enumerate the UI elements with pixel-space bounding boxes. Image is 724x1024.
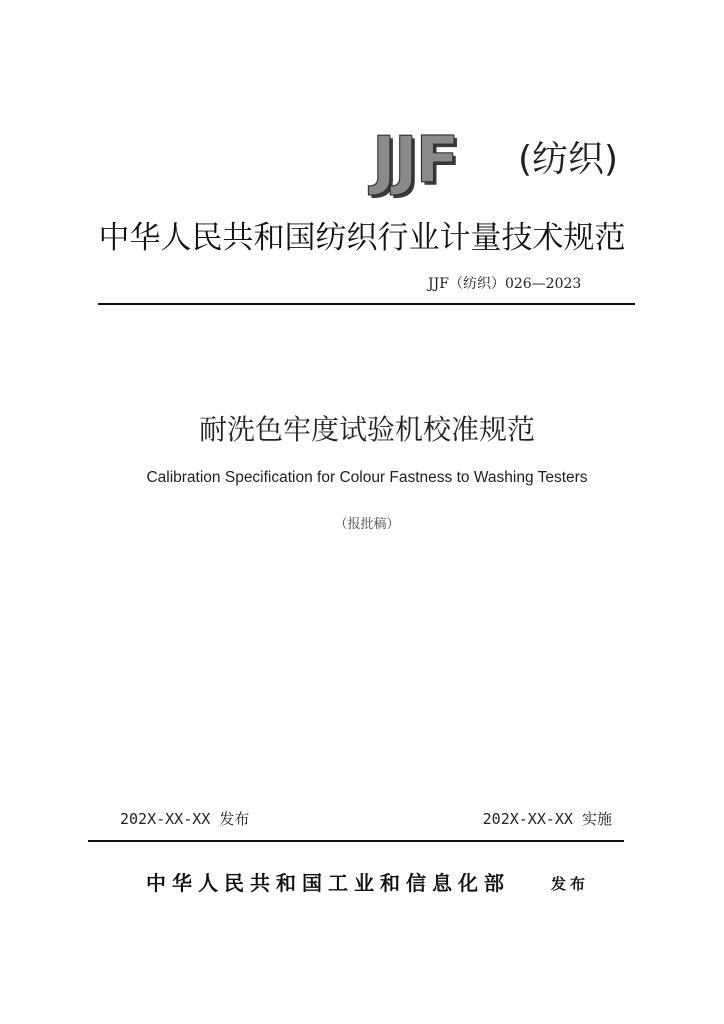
logo-letters: JJF (372, 124, 458, 198)
issue-date: 202X-XX-XX 发布 (120, 810, 250, 828)
document-code: JJF（纺织）026—2023 (428, 276, 582, 292)
bottom-divider (88, 840, 624, 842)
top-divider (98, 303, 635, 305)
draft-label: （报批稿） (334, 517, 400, 532)
document-title-english: Calibration Specification for Colour Fastness to Washing Testers (146, 469, 588, 486)
jjf-logo (372, 124, 642, 198)
publish-label: 发布 (551, 875, 590, 893)
org-title: 中华人民共和国纺织行业计量技术规范 (98, 220, 626, 256)
document-title: 耐洗色牢度试验机校准规范 (198, 413, 535, 446)
logo-subtitle: (纺织) (518, 139, 619, 180)
publisher-name: 中华人民共和国工业和信息化部 (146, 871, 510, 895)
implementation-date: 202X-XX-XX 实施 (482, 810, 612, 828)
